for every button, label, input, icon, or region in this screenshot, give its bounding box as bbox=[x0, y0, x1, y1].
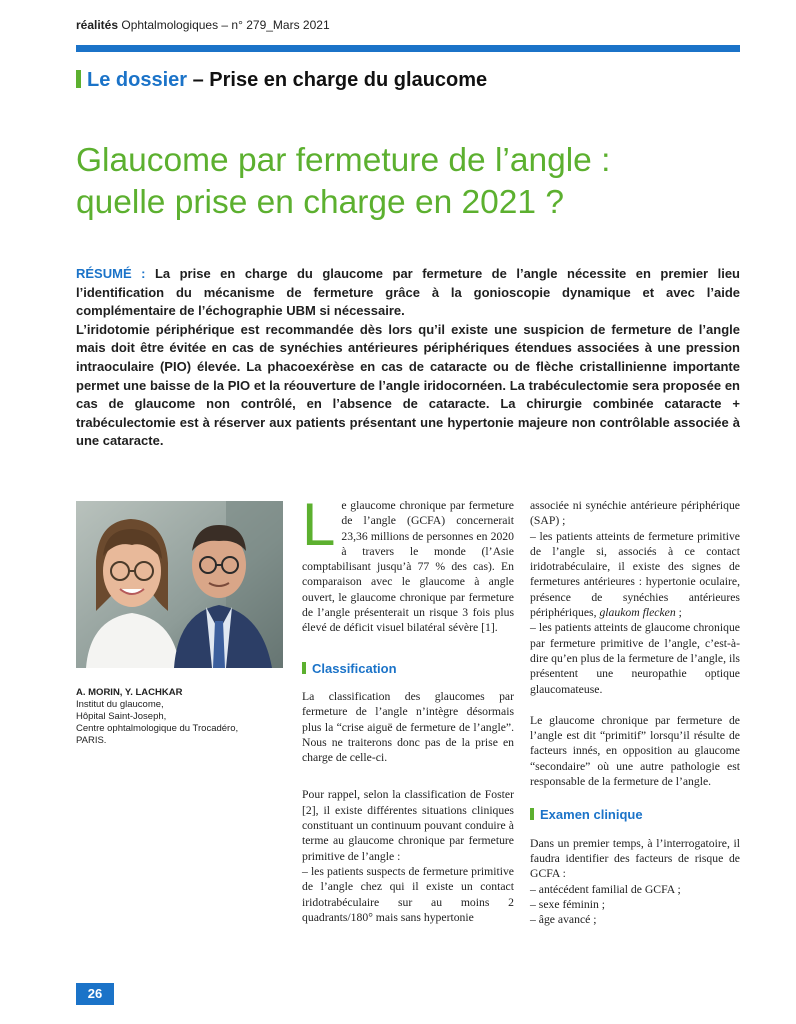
affiliation-2: Hôpital Saint-Joseph, bbox=[76, 711, 167, 722]
title-line-1: Glaucome par fermeture de l’angle : bbox=[76, 142, 611, 179]
risk-factor-3: – âge avancé ; bbox=[530, 913, 597, 927]
affiliation-4: PARIS. bbox=[76, 735, 107, 746]
heading-marker bbox=[302, 662, 306, 674]
author-names: A. MORIN, Y. LACHKAR bbox=[76, 687, 183, 698]
abstract bbox=[76, 265, 740, 451]
classification-paragraph-2: Pour rappel, selon la classification de Foster [2], il existe différentes situations cliniques constituant un continuum pouvant conduire à terme au glaucome chronique par fermeture primitive de l’angle : bbox=[302, 788, 514, 863]
primitif-paragraph: Le glaucome chronique par fermeture de l’angle est dit “primitif” lorsqu’il résulte de facteurs innés, en opposition au glaucome “secondaire” où une autre pathologie est responsable de la fermeture de l’angle. bbox=[530, 713, 740, 789]
section-marker bbox=[76, 70, 81, 88]
classification-heading-text: Classification bbox=[312, 660, 397, 676]
abstract-paragraph-2: L’iridotomie périphérique est recommandée dès lors qu’il existe une suspicion de fermeture de l’angle mais doit être évitée en cas de synéchies antérieures périphériques étendues associées à une pression intraoculaire (PIO) élevée. La phacoexérèse en cas de cataracte ou de flèche cristallinienne importante permet une baisse de la PIO et la réouverture de l’angle iridocornéen. La trabéculectomie sera proposée en cas de glaucome non contrôlé, en l’absence de cataracte. La chirurgie combinée cataracte + trabéculectomie est à réserver aux patients présentant une hypertonie majeure non contrôlable associée à une cataracte. bbox=[76, 321, 740, 449]
header-rule bbox=[76, 45, 740, 52]
bullet-fermeture-end: ; bbox=[675, 606, 682, 620]
affiliation-1: Institut du glaucome, bbox=[76, 699, 164, 710]
examen-paragraph: Dans un premier temps, à l’interrogatoire, il faudra identifier des facteurs de risque de GCFA : bbox=[530, 836, 740, 881]
journal-header bbox=[76, 18, 330, 32]
risk-factor-1: – antécédent familial de GCFA ; bbox=[530, 882, 681, 896]
classification-heading bbox=[302, 661, 514, 676]
examen-clinique-heading bbox=[530, 807, 740, 822]
abstract-label: RÉSUMÉ : bbox=[76, 266, 146, 281]
bullet-glaucome-chronique: – les patients atteints de glaucome chronique par fermeture primitive de l’angle, c’est-à-dire qu’en plus de la fermeture de l’angle, ils présentent une neuropathie optique glaucomateuse. bbox=[530, 621, 740, 696]
dossier-label: Le dossier bbox=[87, 69, 188, 91]
section-heading bbox=[76, 69, 487, 92]
dossier-topic: – Prise en charge du glaucome bbox=[187, 69, 488, 91]
affiliation-3: Centre ophtalmologique du Trocadéro, bbox=[76, 723, 239, 734]
bullet-fermeture-primitive bbox=[530, 529, 740, 621]
classification-paragraph-1: La classification des glaucomes par fermeture de l’angle n’intègre désormais plus la “crise aiguë de fermeture de l’angle”. Nous ne traiterons donc pas de la prise en charge de celle-ci. bbox=[302, 689, 514, 765]
authors-photo-illustration bbox=[76, 501, 283, 668]
risk-factor-2: – sexe féminin ; bbox=[530, 897, 605, 911]
heading-marker bbox=[530, 808, 534, 820]
journal-brand: réalités bbox=[76, 18, 119, 32]
authors-block bbox=[76, 687, 291, 747]
text-column-2 bbox=[302, 491, 514, 938]
title-line-2: quelle prise en charge en 2021 ? bbox=[76, 184, 564, 221]
abstract-paragraph-1 bbox=[76, 265, 740, 321]
intro-paragraph bbox=[302, 491, 514, 636]
bullet-fermeture-text: – les patients atteints de fermeture primitive de l’angle si, associés à ce contact iridotrabéculaire, il existe des signes de fermetures antérieures : hypertonie oculaire, présence de synéchies antérieures périphériques, bbox=[530, 529, 740, 620]
abstract-text-1: La prise en charge du glaucome par fermeture de l’angle nécessite en premier lieu l’identification du mécanisme de fermeture grâce à la gonioscopie dynamique et avec l’aide complémentaire de l’échographie UBM si nécessaire. bbox=[76, 266, 740, 319]
bullet-suspects-continued: associée ni synéchie antérieure périphérique (SAP) ; bbox=[530, 499, 740, 528]
bullet-suspects: – les patients suspects de fermeture primitive de l’angle chez qui il existe un contact iridotrabéculaire sur au moins 2 quadrants/180° mais sans hypertonie bbox=[302, 864, 514, 924]
drop-cap: L bbox=[302, 491, 336, 558]
text-column-3 bbox=[530, 498, 740, 927]
bullet-fermeture-emphasis: glaukom flecken bbox=[599, 606, 676, 620]
journal-issue: Ophtalmologiques – n° 279_Mars 2021 bbox=[118, 18, 330, 32]
page-number: 26 bbox=[76, 983, 114, 1005]
examen-clinique-heading-text: Examen clinique bbox=[540, 807, 643, 823]
article-title bbox=[76, 140, 736, 224]
intro-text: e glaucome chronique par fermeture de l’angle (GCFA) concernerait 23,36 millions de personnes en 2020 à travers le monde (l’Asie comptabilisant jusqu’à 77 % des cas). En comparaison avec le glaucome à angle ouvert, le glaucome chronique par fermeture de l’angle présenterait un risque 3 fois plus élevé de déficit visuel bilatéral sévère [1]. bbox=[302, 499, 514, 635]
authors-photo bbox=[76, 501, 283, 668]
